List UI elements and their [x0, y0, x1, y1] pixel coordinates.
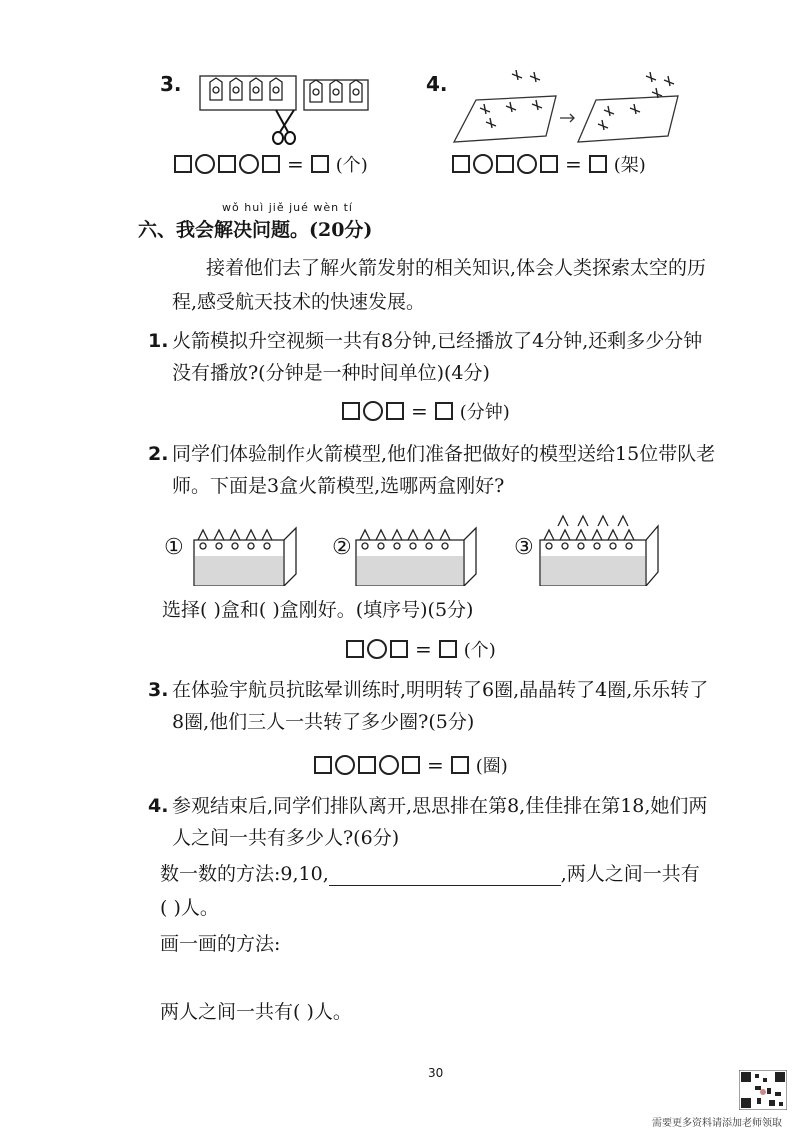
- q3-number: 3.: [148, 679, 169, 701]
- q3-equation: [314, 752, 508, 778]
- q4-count-answer[interactable]: ( )人。: [160, 897, 219, 919]
- answer-box[interactable]: [262, 155, 280, 173]
- page-number: 30: [428, 1066, 444, 1080]
- result-box[interactable]: [435, 402, 453, 420]
- q1-equation: [342, 398, 510, 424]
- equals-sign: =: [411, 399, 428, 423]
- q4-text-line-2: 人之间一共有多少人?(6分): [172, 827, 400, 849]
- operator-circle[interactable]: [367, 639, 387, 659]
- rocket-box-1: [188, 514, 300, 586]
- box-label-3: ③: [514, 535, 534, 560]
- answer-box[interactable]: [390, 640, 408, 658]
- count-prefix: 数一数的方法:9,10,: [160, 863, 329, 885]
- operator-circle[interactable]: [335, 755, 355, 775]
- q4-number: 4.: [148, 795, 169, 817]
- operator-circle[interactable]: [363, 401, 383, 421]
- answer-box[interactable]: [342, 402, 360, 420]
- q2-equation: [346, 636, 496, 662]
- answer-box[interactable]: [174, 155, 192, 173]
- item3-unit: (个): [335, 155, 368, 176]
- item3-equation: [174, 151, 368, 177]
- item4-equation: [452, 151, 646, 177]
- answer-box[interactable]: [540, 155, 558, 173]
- q2-answer-line[interactable]: 选择( )盒和( )盒刚好。(填序号)(5分): [162, 599, 474, 621]
- answer-box[interactable]: [452, 155, 470, 173]
- q4-count-method: [160, 862, 700, 886]
- q3-text-line-2: 8圈,他们三人一共转了多少圈?(5分): [172, 711, 475, 733]
- q3-unit: (圈): [475, 756, 508, 777]
- rocket-box-3: [534, 506, 662, 586]
- answer-box[interactable]: [346, 640, 364, 658]
- rocket-box-2: [350, 514, 480, 586]
- qr-caption: 需要更多资料请添加老师领取: [652, 1118, 782, 1129]
- operator-circle[interactable]: [379, 755, 399, 775]
- q4-text-line-1: 参观结束后,同学们排队离开,思思排在第8,佳佳排在第18,她们两: [172, 795, 708, 817]
- item3-scissors-illustration: [196, 74, 372, 146]
- item4-planes-illustration: [446, 70, 686, 150]
- q1-number: 1.: [148, 330, 169, 352]
- answer-box[interactable]: [358, 756, 376, 774]
- result-box[interactable]: [439, 640, 457, 658]
- operator-circle[interactable]: [195, 154, 215, 174]
- equals-sign: =: [287, 152, 304, 176]
- box-label-1: ①: [164, 535, 184, 560]
- q1-text-line-1: 火箭模拟升空视频一共有8分钟,已经播放了4分钟,还剩多少分钟: [172, 330, 703, 352]
- operator-circle[interactable]: [473, 154, 493, 174]
- answer-box[interactable]: [386, 402, 404, 420]
- box-label-2: ②: [332, 535, 352, 560]
- item3-number: 3.: [160, 72, 182, 96]
- q1-text-line-2: 没有播放?(分钟是一种时间单位)(4分): [172, 362, 490, 384]
- q2-unit: (个): [463, 640, 496, 661]
- intro-line-2: 程,感受航天技术的快速发展。: [172, 291, 426, 313]
- q2-number: 2.: [148, 443, 169, 465]
- item4-unit: (架): [613, 155, 646, 176]
- result-box[interactable]: [451, 756, 469, 774]
- q3-text-line-1: 在体验宇航员抗眩晕训练时,明明转了6圈,晶晶转了4圈,乐乐转了: [172, 679, 709, 701]
- result-box[interactable]: [311, 155, 329, 173]
- qr-code-icon: [739, 1070, 787, 1110]
- count-blank-line[interactable]: [329, 865, 561, 886]
- answer-box[interactable]: [496, 155, 514, 173]
- item4-number: 4.: [426, 72, 448, 96]
- intro-line-1: 接着他们去了解火箭发射的相关知识,体会人类探索太空的历: [206, 257, 707, 279]
- operator-circle[interactable]: [239, 154, 259, 174]
- section-heading: 六、我会解决问题。(20分): [138, 219, 373, 241]
- result-box[interactable]: [589, 155, 607, 173]
- count-suffix: ,两人之间一共有: [560, 863, 700, 885]
- answer-box[interactable]: [314, 756, 332, 774]
- equals-sign: =: [565, 152, 582, 176]
- q2-text-line-1: 同学们体验制作火箭模型,他们准备把做好的模型送给15位带队老: [172, 443, 716, 465]
- q2-text-line-2: 师。下面是3盒火箭模型,选哪两盒刚好?: [172, 475, 505, 497]
- section-pinyin: wǒ huì jiě jué wèn tí: [222, 201, 353, 214]
- answer-box[interactable]: [218, 155, 236, 173]
- operator-circle[interactable]: [517, 154, 537, 174]
- answer-box[interactable]: [402, 756, 420, 774]
- equals-sign: =: [415, 637, 432, 661]
- q4-draw-answer[interactable]: 两人之间一共有( )人。: [160, 1001, 352, 1023]
- q4-draw-method: 画一画的方法:: [160, 933, 281, 955]
- q1-unit: (分钟): [459, 402, 510, 423]
- equals-sign: =: [427, 753, 444, 777]
